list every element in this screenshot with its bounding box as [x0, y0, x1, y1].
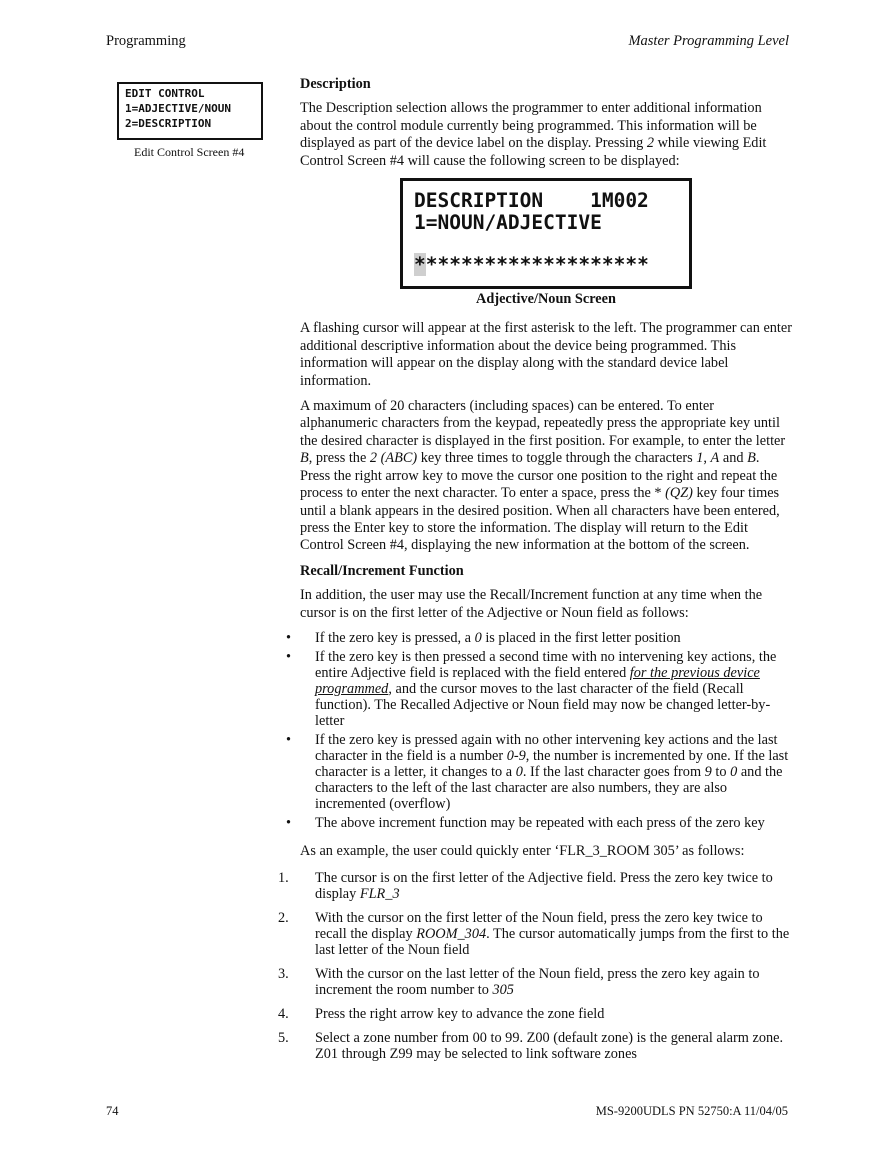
list-item: 2. With the cursor on the first letter of the Noun field, press the zero key twice to recall the display ROOM_304. The cursor automatically jumps from the first to the last letter of the Noun field — [278, 910, 790, 959]
lcd-line: 1=NOUN/ADJECTIVE — [414, 211, 602, 235]
adjective-noun-screen-display — [400, 178, 692, 289]
bullet-icon: • — [286, 731, 292, 748]
header-section-title: Programming — [106, 33, 186, 49]
recall-bullet-list — [278, 630, 792, 831]
list-item: • If the zero key is then pressed a second time with no intervening key actions, the entire Adjective field is replaced with the field entered for the previous device programmed, and the cursor moves to the last character of the field (Recall function). The Recalled Adjective or Noun field may now be changed letter-by-letter — [286, 648, 777, 729]
flashing-cursor: * — [414, 253, 426, 277]
list-item: 4. Press the right arrow key to advance the zone field — [278, 1006, 605, 1023]
lcd-line: EDIT CONTROL — [125, 87, 205, 100]
adjective-noun-screen-wrapper — [300, 178, 792, 289]
lcd-line: DESCRIPTION 1M002 — [414, 189, 649, 213]
example-steps-list — [278, 870, 792, 1062]
page-number: 74 — [106, 1104, 119, 1118]
edit-control-screen-display — [117, 82, 263, 140]
recall-intro: In addition, the user may use the Recall/Increment function at any time when the cursor is on the first letter of the Adjective or Noun field as follows: — [300, 587, 763, 621]
list-item: • The above increment function may be repeated with each press of the zero key — [286, 814, 765, 831]
lcd-line: 1=ADJECTIVE/NOUN — [125, 102, 231, 115]
description-paragraph-3: A maximum of 20 characters (including spaces) can be entered. To enter alphanumeric characters from the keypad, repeatedly press the appropriate key until the desired character is displayed in the first position. For example, to enter the letter B, press the 2 (ABC) key three times to toggle through the characters 1, A and B. Press the right arrow key to move the cursor one position to the right and repeat the process to enter the next character. To enter a space, press the * (QZ) key four times until a blank appears in the desired position. When all characters have been entered, press the Enter key to store the information. The display will return to the Edit Control Screen #4, displaying the new information at the bottom of the screen. — [300, 398, 786, 554]
adjective-noun-screen-caption: Adjective/Noun Screen — [476, 291, 616, 308]
edit-control-screen-caption: Edit Control Screen #4 — [134, 145, 245, 159]
example-intro: As an example, the user could quickly enter ‘FLR_3_ROOM 305’ as follows: — [300, 842, 745, 859]
document-reference: MS-9200UDLS PN 52750:A 11/04/05 — [595, 1104, 788, 1118]
bullet-icon: • — [286, 814, 292, 831]
recall-increment-heading: Recall/Increment Function — [300, 562, 464, 579]
description-paragraph-1: The Description selection allows the programmer to enter additional information about the control module currently being programmed. This information will be displayed as part of the device label on the display. Pressing 2 while viewing Edit Control Screen #4 will cause the following screen to be displayed: — [300, 100, 767, 169]
lcd-asterisk-line: ******************** — [414, 253, 649, 277]
description-paragraph-2: A flashing cursor will appear at the first asterisk to the left. The programmer can enter additional descriptive information about the device being programmed. This information will appear on the display along with the standard device label information. — [300, 320, 793, 389]
bullet-icon: • — [286, 629, 292, 646]
list-item: • If the zero key is pressed, a 0 is placed in the first letter position — [286, 629, 681, 646]
main-content — [278, 76, 793, 1070]
list-item: 1. The cursor is on the first letter of the Adjective field. Press the zero key twice to display FLR_3 — [278, 870, 773, 903]
header-chapter-title: Master Programming Level — [628, 33, 789, 49]
lcd-line: 2=DESCRIPTION — [125, 117, 212, 130]
list-item: • If the zero key is pressed again with no other intervening key actions and the last character in the field is a number 0-9, the number is incremented by one. If the last character is a letter, it changes to a 0. If the last character goes from 9 to 0 and the characters to the left of the last character are also numbers, they are also incremented (overflow) — [286, 731, 789, 812]
list-item: 3. With the cursor on the last letter of the Noun field, press the zero key again to increment the room number to 305 — [278, 966, 760, 999]
bullet-icon: • — [286, 648, 292, 665]
list-item: 5. Select a zone number from 00 to 99. Z00 (default zone) is the general alarm zone. Z01 through Z99 may be selected to link software zones — [278, 1030, 784, 1063]
description-heading: Description — [300, 76, 371, 92]
